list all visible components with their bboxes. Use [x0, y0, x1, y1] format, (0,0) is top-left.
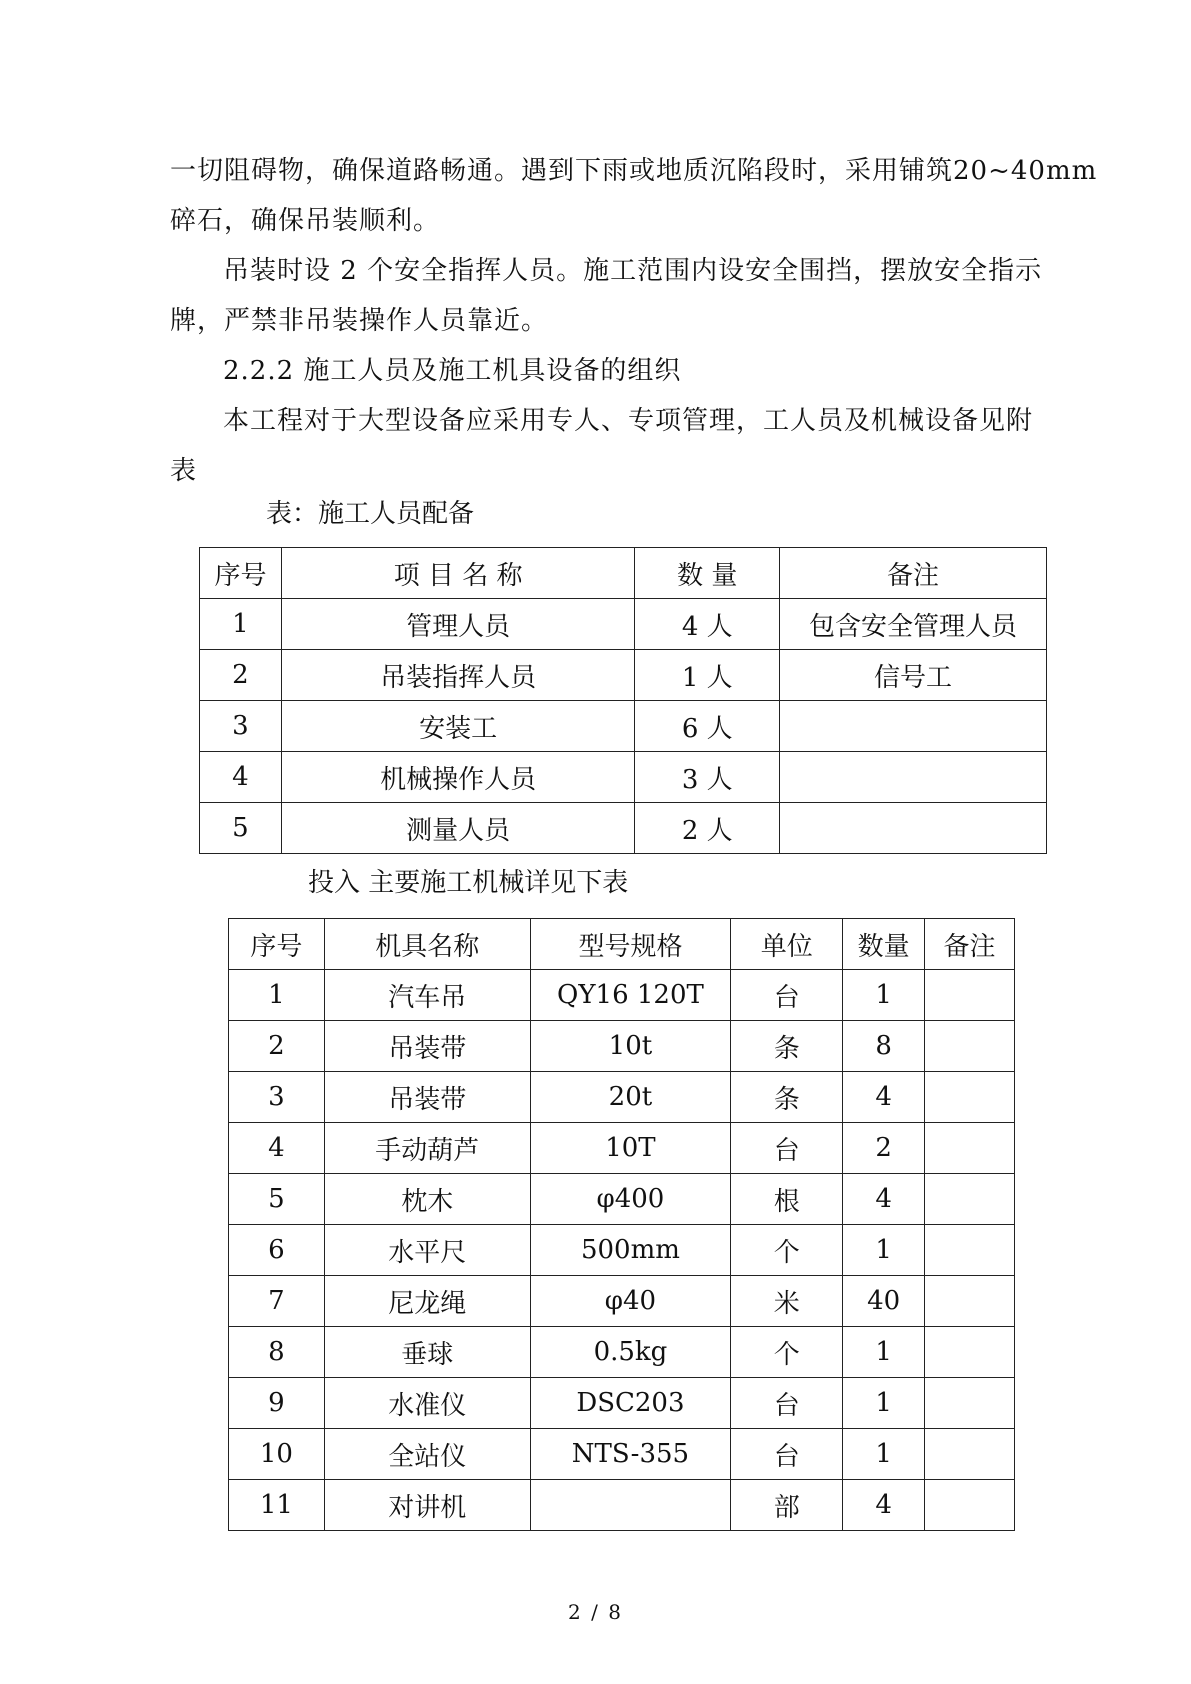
header-cell: 序号	[229, 919, 325, 970]
table-cell: 4	[200, 752, 282, 803]
table-cell: QY16 120T	[530, 970, 731, 1021]
table-cell	[925, 1378, 1015, 1429]
table-row	[200, 650, 1047, 701]
staff-table-caption: 表：施工人员配备	[266, 499, 475, 529]
table-cell: 吊装带	[324, 1072, 530, 1123]
table-cell	[780, 701, 1047, 752]
table-cell: 台	[731, 970, 843, 1021]
table-cell: 5	[229, 1174, 325, 1225]
table-cell: 条	[731, 1021, 843, 1072]
table-cell: 测量人员	[281, 803, 634, 854]
table-cell: 0.5kg	[530, 1327, 731, 1378]
table-cell	[925, 1072, 1015, 1123]
table-cell: 7	[229, 1276, 325, 1327]
header-cell: 数 量	[635, 548, 780, 599]
table-row	[200, 752, 1047, 803]
table-row	[229, 1327, 1015, 1378]
table-header-row	[229, 919, 1015, 970]
table-row	[229, 1276, 1015, 1327]
table-cell: NTS-355	[530, 1429, 731, 1480]
table-cell: 2	[229, 1021, 325, 1072]
table-cell: 1	[843, 1225, 925, 1276]
table-cell: 5	[200, 803, 282, 854]
table-cell: 尼龙绳	[324, 1276, 530, 1327]
table-cell: 安装工	[281, 701, 634, 752]
header-cell: 数量	[843, 919, 925, 970]
table-cell: 全站仪	[324, 1429, 530, 1480]
table-cell	[925, 1276, 1015, 1327]
table-cell: 20t	[530, 1072, 731, 1123]
table-cell: 10t	[530, 1021, 731, 1072]
table-cell: 米	[731, 1276, 843, 1327]
table-cell: 手动葫芦	[324, 1123, 530, 1174]
table-cell: 枕木	[324, 1174, 530, 1225]
table-cell: 2	[843, 1123, 925, 1174]
table-cell	[925, 1225, 1015, 1276]
table-cell: 3 人	[635, 752, 780, 803]
table-cell: 管理人员	[281, 599, 634, 650]
table-row	[229, 1480, 1015, 1531]
table-cell: 6 人	[635, 701, 780, 752]
table-cell: DSC203	[530, 1378, 731, 1429]
table-cell: 4 人	[635, 599, 780, 650]
table-cell: 机械操作人员	[281, 752, 634, 803]
table-cell: 4	[843, 1072, 925, 1123]
machine-table	[228, 918, 1015, 1531]
table-row	[200, 803, 1047, 854]
table-cell: 个	[731, 1327, 843, 1378]
table-cell: 垂球	[324, 1327, 530, 1378]
table-cell: 1	[843, 970, 925, 1021]
header-cell: 备注	[925, 919, 1015, 970]
machine-table-caption: 投入 主要施工机械详见下表	[308, 868, 629, 898]
table-cell: 吊装指挥人员	[281, 650, 634, 701]
table-cell: 500mm	[530, 1225, 731, 1276]
table-cell: 6	[229, 1225, 325, 1276]
table-row	[200, 599, 1047, 650]
header-cell: 单位	[731, 919, 843, 970]
table-cell: 2 人	[635, 803, 780, 854]
paragraph-line: 吊装时设 2 个安全指挥人员。施工范围内设安全围挡，摆放安全指示	[223, 256, 1043, 286]
table-row	[229, 1174, 1015, 1225]
table-cell: 条	[731, 1072, 843, 1123]
table-cell: 11	[229, 1480, 325, 1531]
table-cell: 4	[843, 1480, 925, 1531]
table-cell: 信号工	[780, 650, 1047, 701]
header-cell: 型号规格	[530, 919, 731, 970]
table-header-row	[200, 548, 1047, 599]
table-cell: 8	[229, 1327, 325, 1378]
table-cell	[925, 1327, 1015, 1378]
table-cell	[925, 1429, 1015, 1480]
table-cell: 台	[731, 1378, 843, 1429]
table-cell	[780, 803, 1047, 854]
table-cell: 1	[229, 970, 325, 1021]
table-cell	[925, 1480, 1015, 1531]
table-cell: 4	[229, 1123, 325, 1174]
table-cell: 包含安全管理人员	[780, 599, 1047, 650]
paragraph-line: 本工程对于大型设备应采用专人、专项管理，工人员及机械设备见附	[223, 406, 1034, 436]
table-cell	[925, 1174, 1015, 1225]
table-row	[229, 970, 1015, 1021]
staff-table	[199, 547, 1047, 854]
table-row	[229, 1123, 1015, 1174]
table-cell: 汽车吊	[324, 970, 530, 1021]
table-cell	[925, 970, 1015, 1021]
page-number: 2 / 8	[568, 1600, 623, 1624]
table-cell: φ400	[530, 1174, 731, 1225]
header-cell: 机具名称	[324, 919, 530, 970]
table-cell	[530, 1480, 731, 1531]
table-cell: 3	[229, 1072, 325, 1123]
header-cell: 序号	[200, 548, 282, 599]
table-row	[229, 1225, 1015, 1276]
paragraph-line: 牌，严禁非吊装操作人员靠近。	[170, 306, 549, 336]
table-row	[229, 1429, 1015, 1480]
table-cell	[925, 1021, 1015, 1072]
table-cell: 吊装带	[324, 1021, 530, 1072]
table-cell: 水平尺	[324, 1225, 530, 1276]
table-cell: 1 人	[635, 650, 780, 701]
table-cell: 2	[200, 650, 282, 701]
table-cell: 对讲机	[324, 1480, 530, 1531]
table-cell: 9	[229, 1378, 325, 1429]
table-row	[229, 1378, 1015, 1429]
table-cell: φ40	[530, 1276, 731, 1327]
header-cell: 备注	[780, 548, 1047, 599]
table-row	[200, 701, 1047, 752]
table-cell: 1	[843, 1429, 925, 1480]
paragraph-line: 表	[170, 456, 198, 486]
table-cell: 40	[843, 1276, 925, 1327]
table-cell: 个	[731, 1225, 843, 1276]
table-cell: 10	[229, 1429, 325, 1480]
table-cell: 台	[731, 1123, 843, 1174]
table-cell: 1	[200, 599, 282, 650]
table-cell: 10T	[530, 1123, 731, 1174]
table-cell	[780, 752, 1047, 803]
table-cell: 1	[843, 1327, 925, 1378]
section-heading: 2.2.2 施工人员及施工机具设备的组织	[223, 356, 682, 386]
table-cell: 4	[843, 1174, 925, 1225]
table-cell: 部	[731, 1480, 843, 1531]
paragraph-line: 一切阻碍物，确保道路畅通。遇到下雨或地质沉陷段时，采用铺筑20~40mm	[170, 156, 1098, 186]
table-row	[229, 1021, 1015, 1072]
table-cell: 水准仪	[324, 1378, 530, 1429]
table-cell: 台	[731, 1429, 843, 1480]
table-cell: 8	[843, 1021, 925, 1072]
header-cell: 项 目 名 称	[281, 548, 634, 599]
table-cell: 3	[200, 701, 282, 752]
table-cell: 根	[731, 1174, 843, 1225]
table-cell: 1	[843, 1378, 925, 1429]
table-cell	[925, 1123, 1015, 1174]
paragraph-line: 碎石，确保吊装顺利。	[170, 206, 441, 236]
table-row	[229, 1072, 1015, 1123]
